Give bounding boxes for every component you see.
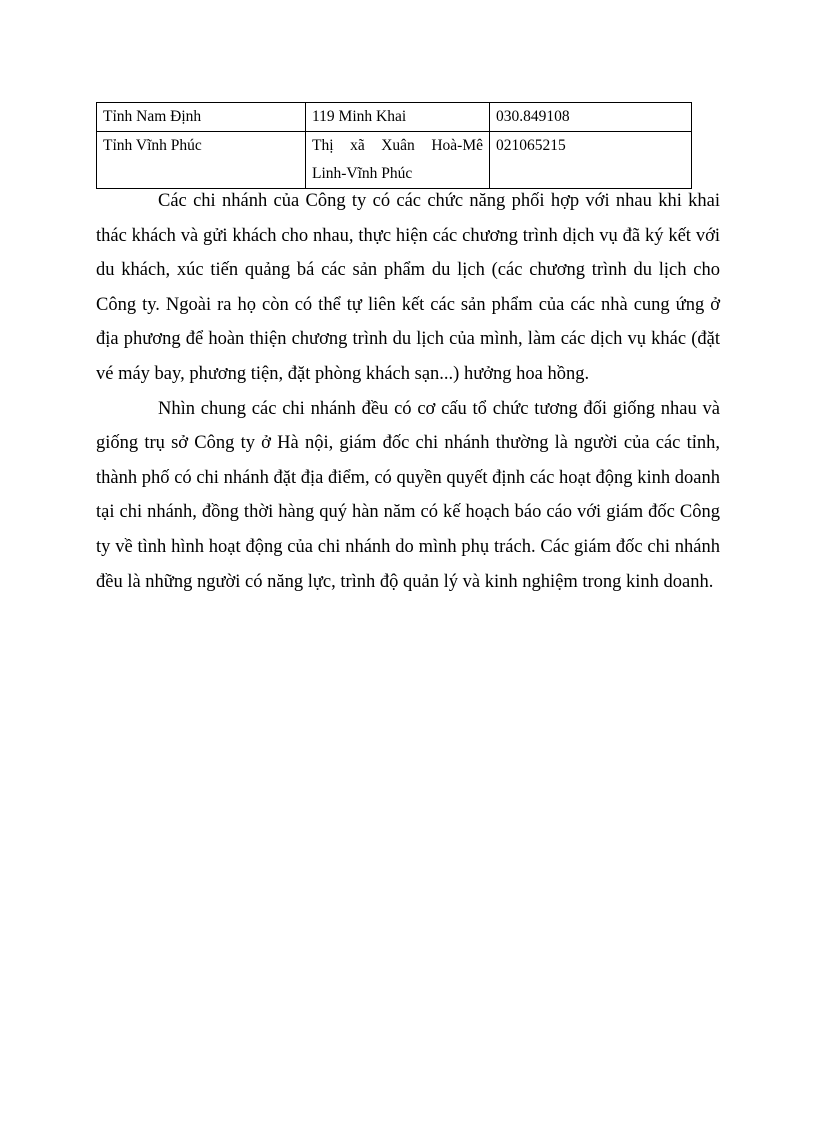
phone-cell: 021065215 bbox=[490, 132, 692, 189]
table-row bbox=[97, 103, 692, 132]
paragraph: Nhìn chung các chi nhánh đều có cơ cấu tổ chức tương đối giống nhau và giống trụ sở Công ty ở Hà nội, giám đốc chi nhánh thường là người của các tỉnh, thành phố có chi nhánh đặt địa điểm, có quyền quyết định các hoạt động kinh doanh tại chi nhánh, đồng thời hàng quý hàn năm có kế hoạch báo cáo với giám đốc Công ty về tình hình hoạt động của chi nhánh do mình phụ trách. Các giám đốc chi nhánh đều là những người có năng lực, trình độ quản lý và kinh nghiệm trong kinh doanh. bbox=[96, 398, 720, 592]
address-cell: 119 Minh Khai bbox=[306, 103, 490, 132]
phone-cell: 030.849108 bbox=[490, 103, 692, 132]
paragraph: Các chi nhánh của Công ty có các chức năng phối hợp với nhau khi khai thác khách và gửi khách cho nhau, thực hiện các chương trình dịch vụ đã ký kết với du khách, xúc tiến quảng bá các sản phẩm du lịch (các chương trình du lịch cho Công ty. Ngoài ra họ còn có thể tự liên kết các sản phẩm của các nhà cung ứng ở địa phương để hoàn thiện chương trình du lịch của mình, làm các dịch vụ khác (đặt vé máy bay, phương tiện, đặt phòng khách sạn...) hưởng hoa hồng. bbox=[96, 191, 720, 384]
table-row bbox=[97, 132, 692, 189]
body-text bbox=[96, 184, 720, 599]
province-cell: Tỉnh Nam Định bbox=[97, 103, 306, 132]
address-line: Thị xã Xuân Hoà-Mê bbox=[312, 137, 483, 154]
province-cell: Tỉnh Vĩnh Phúc bbox=[97, 132, 306, 189]
branch-table bbox=[96, 102, 692, 189]
address-cell bbox=[306, 132, 490, 189]
address-line: Linh-Vĩnh Phúc bbox=[312, 165, 413, 182]
